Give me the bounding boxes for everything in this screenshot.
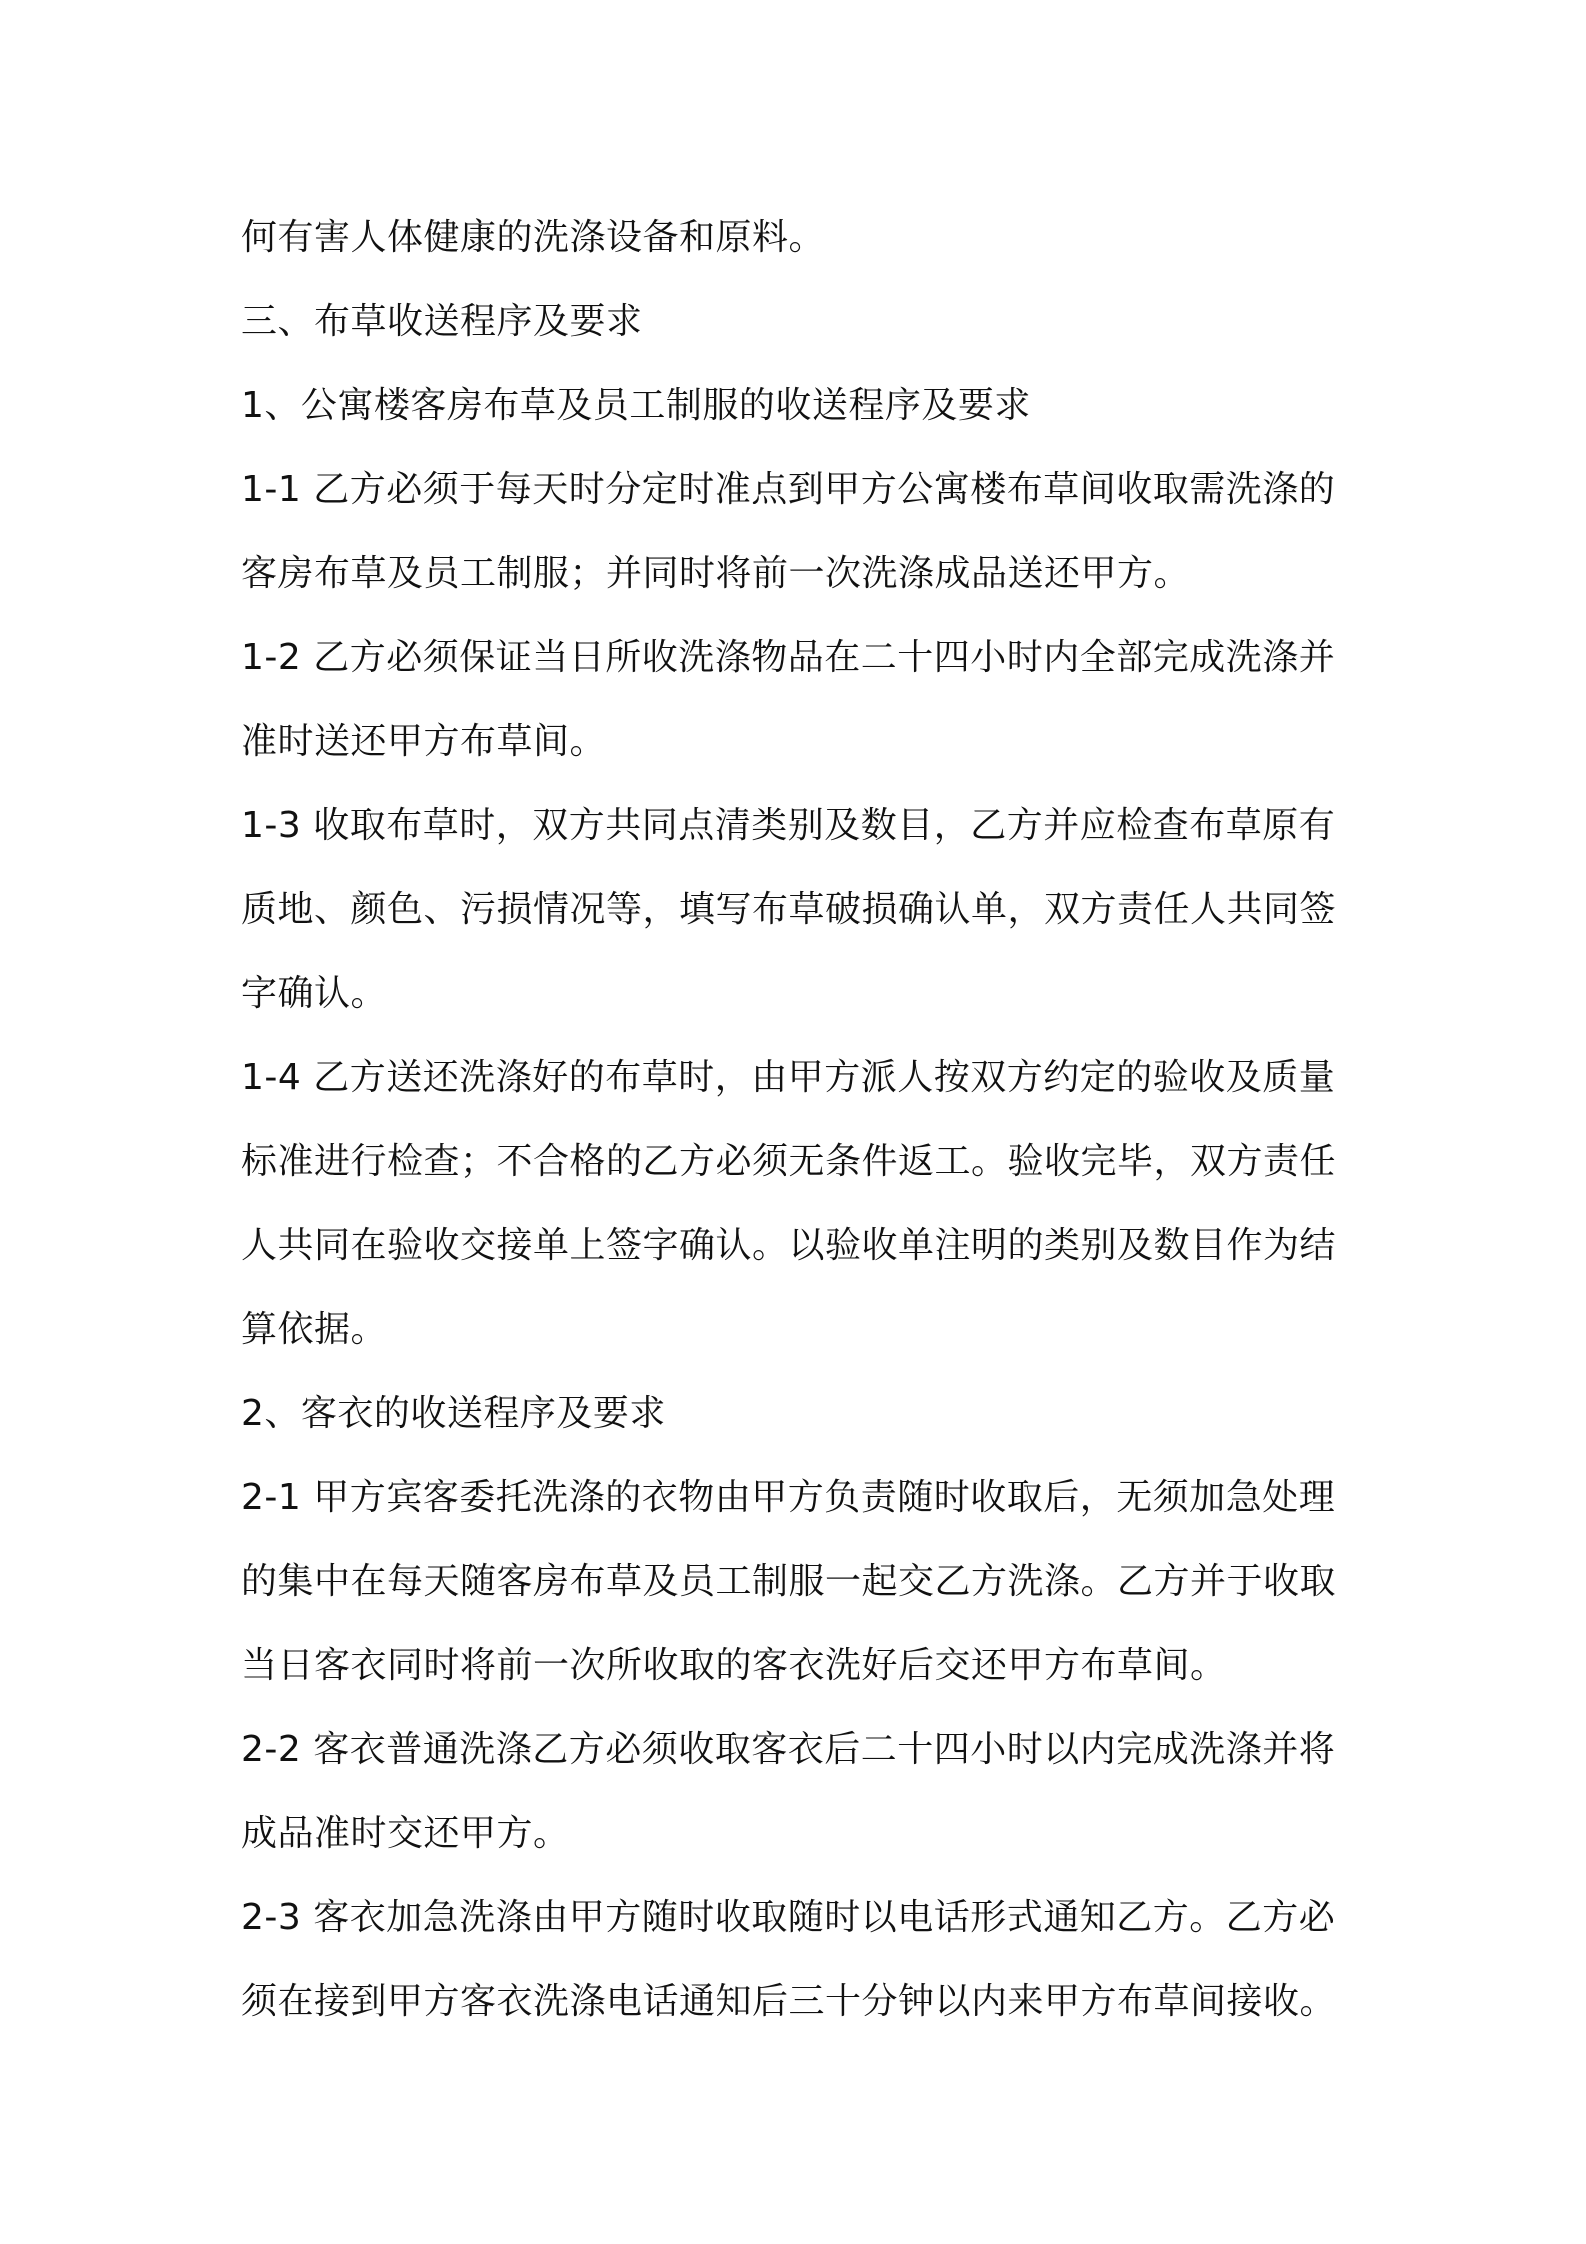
text-line: 1-1 乙方必须于每天时分定时准点到甲方公寓楼布草间收取需洗涤的 (241, 469, 1336, 510)
text-line: 2-3 客衣加急洗涤由甲方随时收取随时以电话形式通知乙方。乙方必 (241, 1897, 1336, 1938)
text-line: 2-1 甲方宾客委托洗涤的衣物由甲方负责随时收取后，无须加急处理 (241, 1477, 1336, 1518)
text-line: 1-2 乙方必须保证当日所收洗涤物品在二十四小时内全部完成洗涤并 (241, 637, 1336, 678)
subsection-heading: 1、公寓楼客房布草及员工制服的收送程序及要求 (241, 385, 1031, 426)
text-line: 当日客衣同时将前一次所收取的客衣洗好后交还甲方布草间。 (241, 1645, 1227, 1686)
text-line: 须在接到甲方客衣洗涤电话通知后三十分钟以内来甲方布草间接收。 (241, 1981, 1337, 2022)
text-line: 质地、颜色、污损情况等，填写布草破损确认单，双方责任人共同签 (241, 889, 1337, 930)
text-line: 人共同在验收交接单上签字确认。以验收单注明的类别及数目作为结 (241, 1225, 1337, 1266)
text-line: 1-3 收取布草时，双方共同点清类别及数目，乙方并应检查布草原有 (241, 805, 1336, 846)
text-line: 准时送还甲方布草间。 (241, 721, 607, 762)
text-line: 成品准时交还甲方。 (241, 1813, 570, 1854)
section-heading: 三、布草收送程序及要求 (241, 301, 643, 342)
text-line: 标准进行检查；不合格的乙方必须无条件返工。验收完毕，双方责任 (241, 1141, 1337, 1182)
text-line: 客房布草及员工制服；并同时将前一次洗涤成品送还甲方。 (241, 553, 1191, 594)
text-line: 何有害人体健康的洗涤设备和原料。 (241, 217, 826, 258)
document-body (241, 196, 1361, 2044)
text-line: 算依据。 (241, 1309, 388, 1350)
text-line: 字确认。 (241, 973, 388, 1014)
text-line: 的集中在每天随客房布草及员工制服一起交乙方洗涤。乙方并于收取 (241, 1561, 1337, 1602)
subsection-heading: 2、客衣的收送程序及要求 (241, 1393, 666, 1434)
text-line: 2-2 客衣普通洗涤乙方必须收取客衣后二十四小时以内完成洗涤并将 (241, 1729, 1336, 1770)
text-line: 1-4 乙方送还洗涤好的布草时，由甲方派人按双方约定的验收及质量 (241, 1057, 1336, 1098)
